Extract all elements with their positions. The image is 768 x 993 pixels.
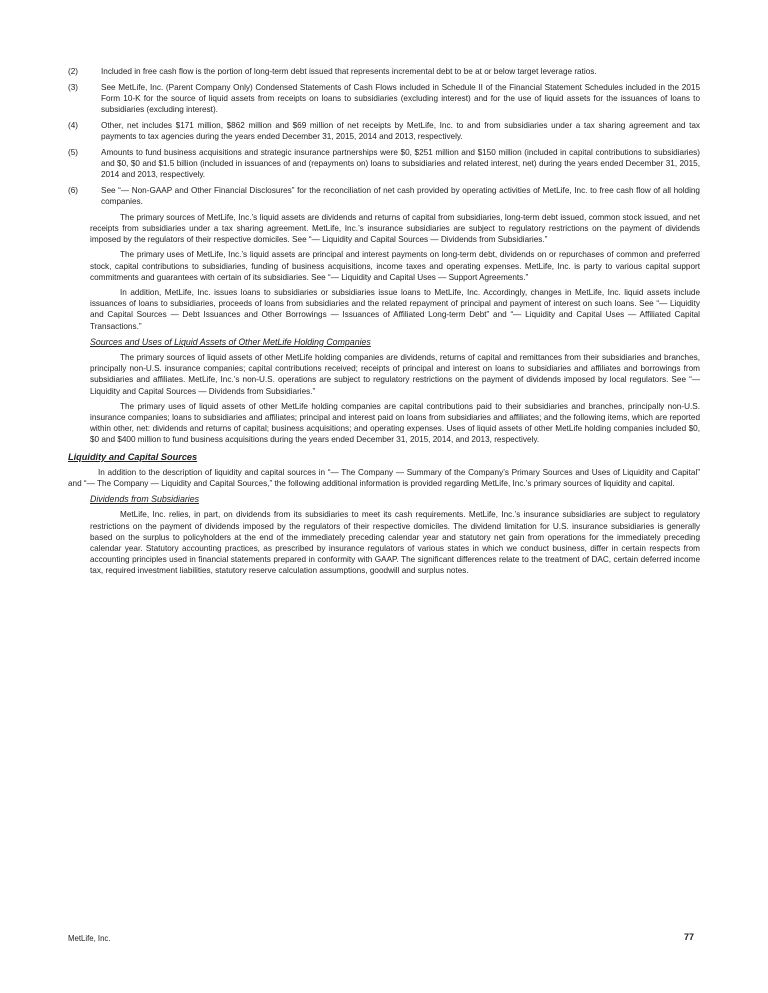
footnote-number: (5) bbox=[68, 147, 79, 157]
footnote-number: (3) bbox=[68, 82, 79, 92]
footer-page-number: 77 bbox=[684, 932, 695, 942]
footnote-text: See “— Non-GAAP and Other Financial Disclosures” for the reconciliation of net cash provided by operating activities of MetLife, Inc. to free cash flow of all holding companies. bbox=[101, 185, 700, 207]
paragraph-uses-metlife: The primary uses of MetLife, Inc.’s liquid assets are principal and interest payments on long-term debt, dividends on or repurchases of common and preferred stock, capital contributions to subsidiaries, funding of business acquisitions, income taxes and operating expenses. MetLife, Inc. is party to various capital support commitments and guarantees with certain of its subsidiaries. See “— Liquidity and Capital Uses — Support Agreements.” bbox=[90, 250, 700, 282]
footnote bbox=[68, 120, 700, 142]
paragraph-uses-other: The primary uses of liquid assets of other MetLife holding companies are capital contributions paid to their subsidiaries and branches, principally non-U.S. insurance companies; loans to subsidiaries and affiliates; principal and interest paid on loans from subsidiaries and affiliates; and the following items, which are reported within other, net: dividends and returns of capital; business acquisitions; and operating expenses. Uses of liquid assets of other MetLife holding companies included $0, $0 and $400 million to fund business acquisitions during the years ended December 31, 2015, 2014, and 2013, respectively. bbox=[90, 401, 700, 445]
footnote-text: Other, net includes $171 million, $862 million and $69 million of net receipts by MetLife, Inc. to and from subsidiaries under a tax sharing agreement and tax payments to tax agencies during the years ended December 31, 2015, 2014 and 2013, respectively. bbox=[101, 120, 700, 142]
footnote-number: (4) bbox=[68, 120, 79, 130]
footnote bbox=[68, 82, 700, 116]
heading-dividends-from-subsidiaries: Dividends from Subsidiaries bbox=[90, 494, 200, 505]
footnote-number: (2) bbox=[68, 67, 79, 76]
paragraph-dividends: MetLife, Inc. relies, in part, on dividends from its subsidiaries to meet its cash requirements. MetLife, Inc.’s insurance subsidiaries are subject to regulatory restrictions on the payment of dividends imposed by the regulators of their respective domiciles. The dividend limitation for U.S. insurance subsidiaries is generally based on the surplus to policyholders at the end of the immediately preceding calendar year and statutory net gain from operations for the immediately preceding calendar year. Statutory accounting practices, as prescribed by insurance regulators of various states in which we conduct business, differ in certain respects from accounting principles used in financial statements prepared in conformity with GAAP. The significant differences relate to the treatment of DAC, certain deferred income tax, required investment liabilities, statutory reserve calculation assumptions, goodwill and surplus notes. bbox=[90, 510, 700, 576]
footnote bbox=[68, 66, 700, 77]
footnote-text: Included in free cash flow is the portion of long-term debt issued that represents incremental debt to be at or below target leverage ratios. bbox=[101, 67, 597, 76]
paragraph-sources-metlife: The primary sources of MetLife, Inc.’s liquid assets are dividends and returns of capital from subsidiaries, long-term debt issued, common stock issued, and net receipts from subsidiaries under a tax sharing agreement. MetLife, Inc.’s insurance subsidiaries are subject to regulatory restrictions on the payment of dividends imposed by the regulators of their respective domiciles. See “— Liquidity and Capital Sources — Dividends from Subsidiaries.” bbox=[90, 212, 700, 245]
heading-liquidity-capital-sources: Liquidity and Capital Sources bbox=[68, 451, 198, 462]
footer-company-name: MetLife, Inc. bbox=[68, 934, 111, 943]
paragraph-loans-metlife: In addition, MetLife, Inc. issues loans to subsidiaries or subsidiaries issue loans to MetLife, Inc. Accordingly, changes in MetLife, Inc. liquid assets include issuances of loans to subsidiaries, proceeds of loans from subsidiaries and the related repayment of principal and payment of interest on such loans. See “— Liquidity and Capital Sources — Debt Issuances and Other Borrowings — Issuances of Affiliated Long-term Debt” and “— Liquidity and Capital Uses — Affiliated Capital Transactions.” bbox=[90, 287, 700, 331]
footnote-number: (6) bbox=[68, 185, 79, 195]
paragraph-sources-other: The primary sources of liquid assets of other MetLife holding companies are dividends, returns of capital and remittances from their subsidiaries and branches, principally non-U.S. insurance companies; capital contributions received; receipts of principal and interest on loans to subsidiaries and affiliates and borrowings from subsidiaries and affiliates. MetLife, Inc.’s non-U.S. operations are subject to regulatory restrictions on the payment of dividends imposed by local regulators. See “— Liquidity and Capital Sources — Dividends from Subsidiaries.” bbox=[90, 352, 700, 396]
heading-sources-uses-other-holding: Sources and Uses of Liquid Assets of Other MetLife Holding Companies bbox=[90, 336, 371, 347]
footnote-text: See MetLife, Inc. (Parent Company Only) Condensed Statements of Cash Flows included in Schedule II of the Financial Statement Schedules included in the 2015 Form 10-K for the source of liquid assets from receipts on loans to subsidiaries (excluding interest) and for the use of liquid assets for the issuances of loans to subsidiaries (excluding interest). bbox=[101, 82, 700, 115]
document-body bbox=[68, 66, 700, 581]
footnote-text: Amounts to fund business acquisitions and strategic insurance partnerships were $0, $251 million and $150 million (included in capital contributions to subsidiaries) and $0, $0 and $1.5 billion (included in issuances of and (repayments on) loans to subsidiaries and related interest, net) during the years ended December 31, 2015, 2014 and 2013, respectively. bbox=[101, 147, 700, 180]
footnote bbox=[68, 147, 700, 181]
footnote bbox=[68, 185, 700, 207]
paragraph-liquidity-intro: In addition to the description of liquidity and capital sources in “— The Company — Summary of the Company’s Primary Sources and Uses of Liquidity and Capital” and “— The Company — Liquidity and Capital Sources,” the following additional information is provided regarding MetLife, Inc.’s primary sources of liquidity and capital. bbox=[68, 467, 700, 488]
